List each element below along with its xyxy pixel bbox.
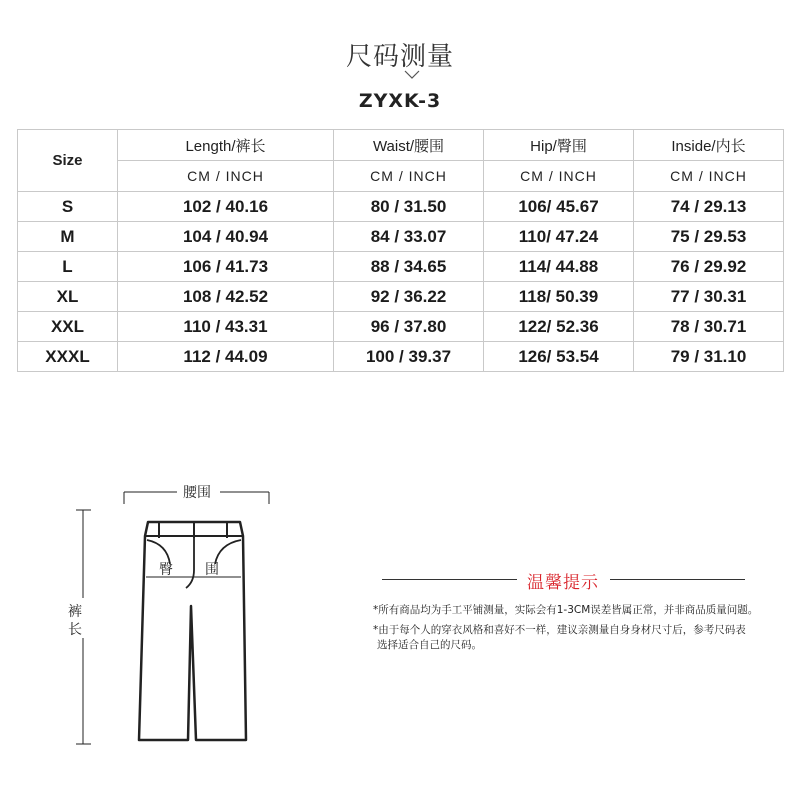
tip-note-2-line-2: 选择适合自己的尺码。 xyxy=(377,639,482,651)
waist-column-header: Waist/腰围 xyxy=(334,130,484,161)
unit-label: CM / INCH xyxy=(484,161,634,192)
length-cell: 104 / 40.94 xyxy=(118,222,334,252)
tips-divider-right xyxy=(610,579,745,580)
chevron-down-icon xyxy=(404,70,420,80)
waist-cell: 92 / 36.22 xyxy=(334,282,484,312)
unit-header-row xyxy=(18,161,784,192)
length-column-header: Length/裤长 xyxy=(118,130,334,161)
size-cell: M xyxy=(18,222,118,252)
tips-title: 温馨提示 xyxy=(527,573,599,593)
waist-cell: 88 / 34.65 xyxy=(334,252,484,282)
size-cell: XL xyxy=(18,282,118,312)
waist-cell: 84 / 33.07 xyxy=(334,222,484,252)
hip-cell: 106/ 45.67 xyxy=(484,192,634,222)
waist-cell: 80 / 31.50 xyxy=(334,192,484,222)
waist-label: 腰围 xyxy=(183,485,211,501)
size-cell: XXL xyxy=(18,312,118,342)
tip-note-1: *所有商品均为手工平铺测量，实际会有1-3CM误差皆属正常，并非商品质量问题。 xyxy=(373,604,759,616)
tips-divider-left xyxy=(382,579,517,580)
table-row xyxy=(18,312,784,342)
length-cell: 112 / 44.09 xyxy=(118,342,334,372)
length-cell: 110 / 43.31 xyxy=(118,312,334,342)
size-cell: S xyxy=(18,192,118,222)
size-column-header: Size xyxy=(18,130,118,192)
length-label-bottom: 长 xyxy=(68,622,82,638)
page-title: 尺码测量 xyxy=(345,42,454,72)
inside-cell: 76 / 29.92 xyxy=(634,252,784,282)
length-cell: 108 / 42.52 xyxy=(118,282,334,312)
tip-note-2-line-1: *由于每个人的穿衣风格和喜好不一样，建议亲测量自身身材尺寸后，参考尺码表 xyxy=(373,624,746,636)
model-code: ZYXK-3 xyxy=(358,90,442,112)
inside-cell: 74 / 29.13 xyxy=(634,192,784,222)
hip-cell: 126/ 53.54 xyxy=(484,342,634,372)
inside-cell: 75 / 29.53 xyxy=(634,222,784,252)
inside-cell: 78 / 30.71 xyxy=(634,312,784,342)
hip-label-left: 臀 xyxy=(159,562,173,578)
waist-cell: 100 / 39.37 xyxy=(334,342,484,372)
size-cell: XXXL xyxy=(18,342,118,372)
hip-column-header: Hip/臀围 xyxy=(484,130,634,161)
unit-label: CM / INCH xyxy=(634,161,784,192)
hip-label-right: 围 xyxy=(205,562,219,578)
waist-cell: 96 / 37.80 xyxy=(334,312,484,342)
table-row xyxy=(18,252,784,282)
hip-cell: 110/ 47.24 xyxy=(484,222,634,252)
length-cell: 106 / 41.73 xyxy=(118,252,334,282)
inside-column-header: Inside/内长 xyxy=(634,130,784,161)
inside-cell: 77 / 30.31 xyxy=(634,282,784,312)
hip-cell: 118/ 50.39 xyxy=(484,282,634,312)
size-table xyxy=(17,129,784,372)
unit-label: CM / INCH xyxy=(334,161,484,192)
hip-cell: 122/ 52.36 xyxy=(484,312,634,342)
table-header-row xyxy=(18,130,784,161)
size-cell: L xyxy=(18,252,118,282)
pants-diagram xyxy=(55,470,295,760)
inside-cell: 79 / 31.10 xyxy=(634,342,784,372)
length-cell: 102 / 40.16 xyxy=(118,192,334,222)
hip-cell: 114/ 44.88 xyxy=(484,252,634,282)
pants-icon xyxy=(55,470,295,760)
table-row xyxy=(18,222,784,252)
table-row xyxy=(18,282,784,312)
unit-label: CM / INCH xyxy=(118,161,334,192)
length-label-top: 裤 xyxy=(68,604,82,620)
table-row xyxy=(18,342,784,372)
table-row xyxy=(18,192,784,222)
